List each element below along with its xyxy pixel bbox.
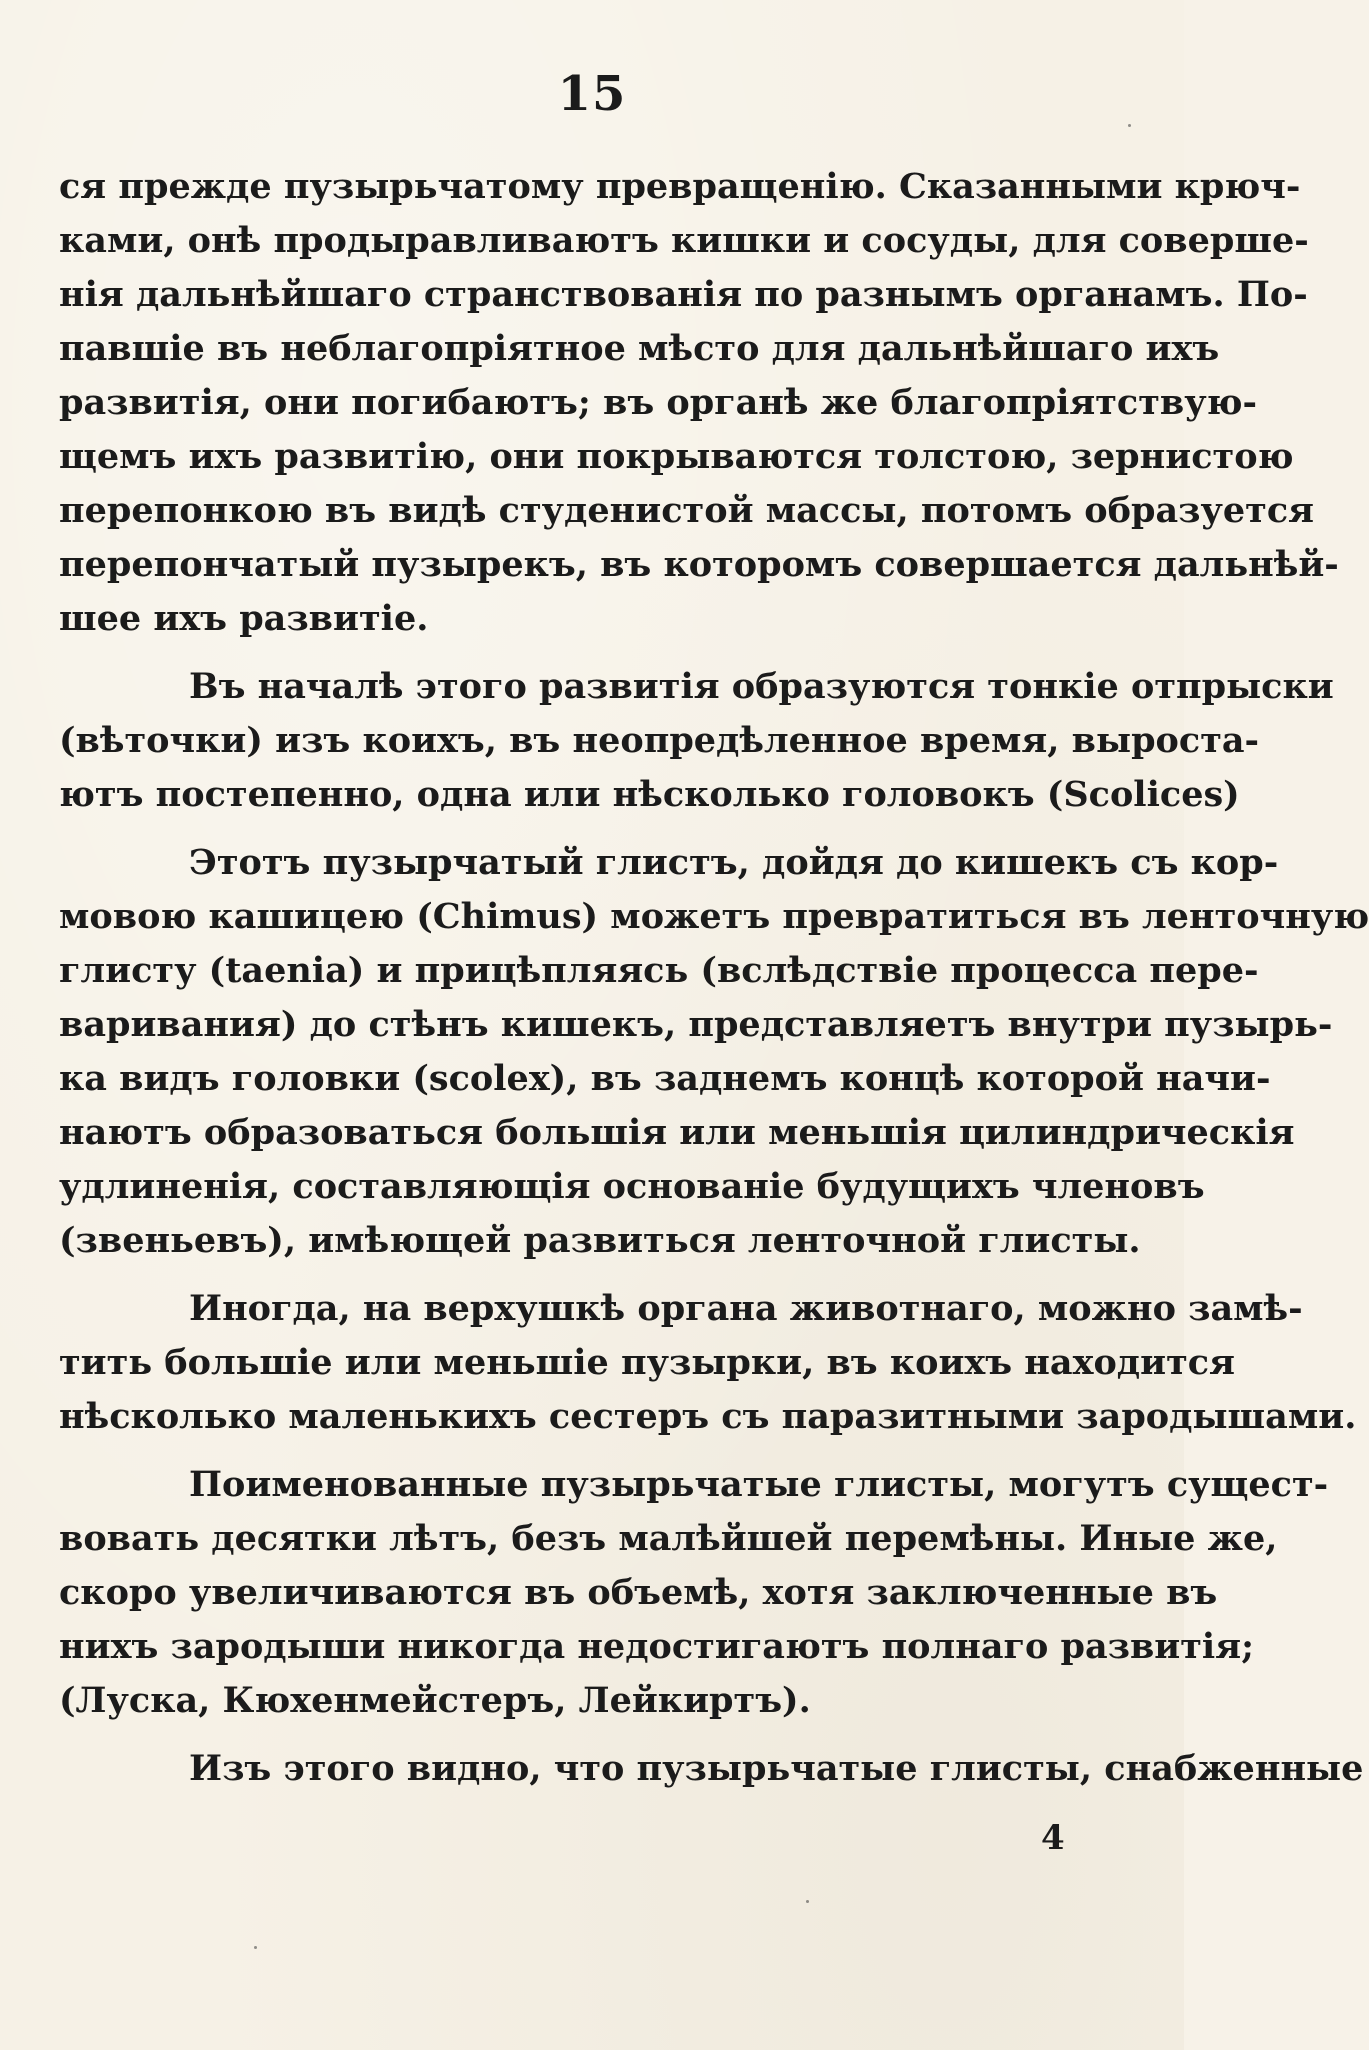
text-line: удлиненiя, составляющiя основанiе будущихъ членовъ [59, 1166, 1205, 1207]
text-line: перепончатый пузырекъ, въ которомъ совершается дальнѣй- [59, 544, 1339, 585]
text-line: (Луска, Кюхенмейстеръ, Лейкиртъ). [59, 1680, 811, 1721]
text-line: (звеньевъ), имѣющей развиться ленточной глисты. [59, 1220, 1141, 1261]
text-line: щемъ ихъ развитiю, они покрываются толстою, зернистою [59, 436, 1294, 477]
ink-speck [806, 1900, 809, 1903]
paragraph-3 [59, 836, 1369, 1268]
text-line: Въ началѣ этого развитiя образуются тонкiе отпрыски [189, 666, 1334, 707]
text-line: Изъ этого видно, что пузырьчатые глисты, снабженные [189, 1748, 1364, 1789]
page-number: 15 [557, 66, 627, 122]
paragraph-5 [59, 1458, 1329, 1728]
text-line: глисту (taenia) и прицѣпляясь (вслѣдствiе процесса пере- [59, 950, 1259, 991]
text-line: Этотъ пузырчатый глистъ, дойдя до кишекъ съ кор- [189, 842, 1279, 883]
body-text [59, 160, 1369, 1796]
signature-mark: 4 [1041, 1818, 1065, 1858]
paragraph-4 [59, 1282, 1357, 1444]
text-line: наютъ образоваться большiя или меньшiя цилиндрическiя [59, 1112, 1295, 1153]
text-line: мовою кашицею (Chimus) можетъ превратиться въ ленточную [59, 896, 1369, 937]
text-line: тить большiе или меньшiе пузырки, въ коихъ находится [59, 1342, 1235, 1383]
text-line: ютъ постепенно, одна или нѣсколько головокъ (Scolices) [59, 774, 1240, 815]
text-line: ся прежде пузырьчатому превращенiю. Сказанными крюч- [59, 166, 1301, 207]
ink-speck [254, 1946, 257, 1949]
text-line: нѣсколько маленькихъ сестеръ съ паразитными зародышами. [59, 1396, 1357, 1437]
ink-speck [1128, 124, 1131, 127]
paragraph-1 [59, 160, 1339, 646]
text-line: варивания) до стѣнъ кишекъ, представляетъ внутри пузырь- [59, 1004, 1333, 1045]
text-line: Поименованные пузырьчатые глисты, могутъ сущест- [189, 1464, 1329, 1505]
paragraph-6 [59, 1742, 1364, 1796]
text-line: (вѣточки) изъ коихъ, въ неопредѣленное время, выроста- [59, 720, 1260, 761]
text-line: павшiе въ неблагопрiятное мѣсто для дальнѣйшаго ихъ [59, 328, 1220, 369]
text-line: нiя дальнѣйшаго странствованiя по разнымъ органамъ. По- [59, 274, 1308, 315]
text-line: вовать десятки лѣтъ, безъ малѣйшей перемѣны. Иные же, [59, 1518, 1278, 1559]
text-line: нихъ зародыши никогда недостигаютъ полнаго развитiя; [59, 1626, 1255, 1667]
text-line: шее ихъ развитiе. [59, 598, 429, 639]
text-line: скоро увеличиваются въ объемѣ, хотя заключенные въ [59, 1572, 1218, 1613]
text-line: Иногда, на верхушкѣ органа животнаго, можно замѣ- [189, 1288, 1303, 1329]
text-line: развитiя, они погибаютъ; въ органѣ же благопрiятствую- [59, 382, 1258, 423]
text-line: ка видъ головки (scolex), въ заднемъ концѣ которой начи- [59, 1058, 1271, 1099]
text-line: перепонкою въ видѣ студенистой массы, потомъ образуется [59, 490, 1315, 531]
text-line: ками, онѣ продыравливаютъ кишки и сосуды, для соверше- [59, 220, 1309, 261]
paragraph-2 [59, 660, 1334, 822]
